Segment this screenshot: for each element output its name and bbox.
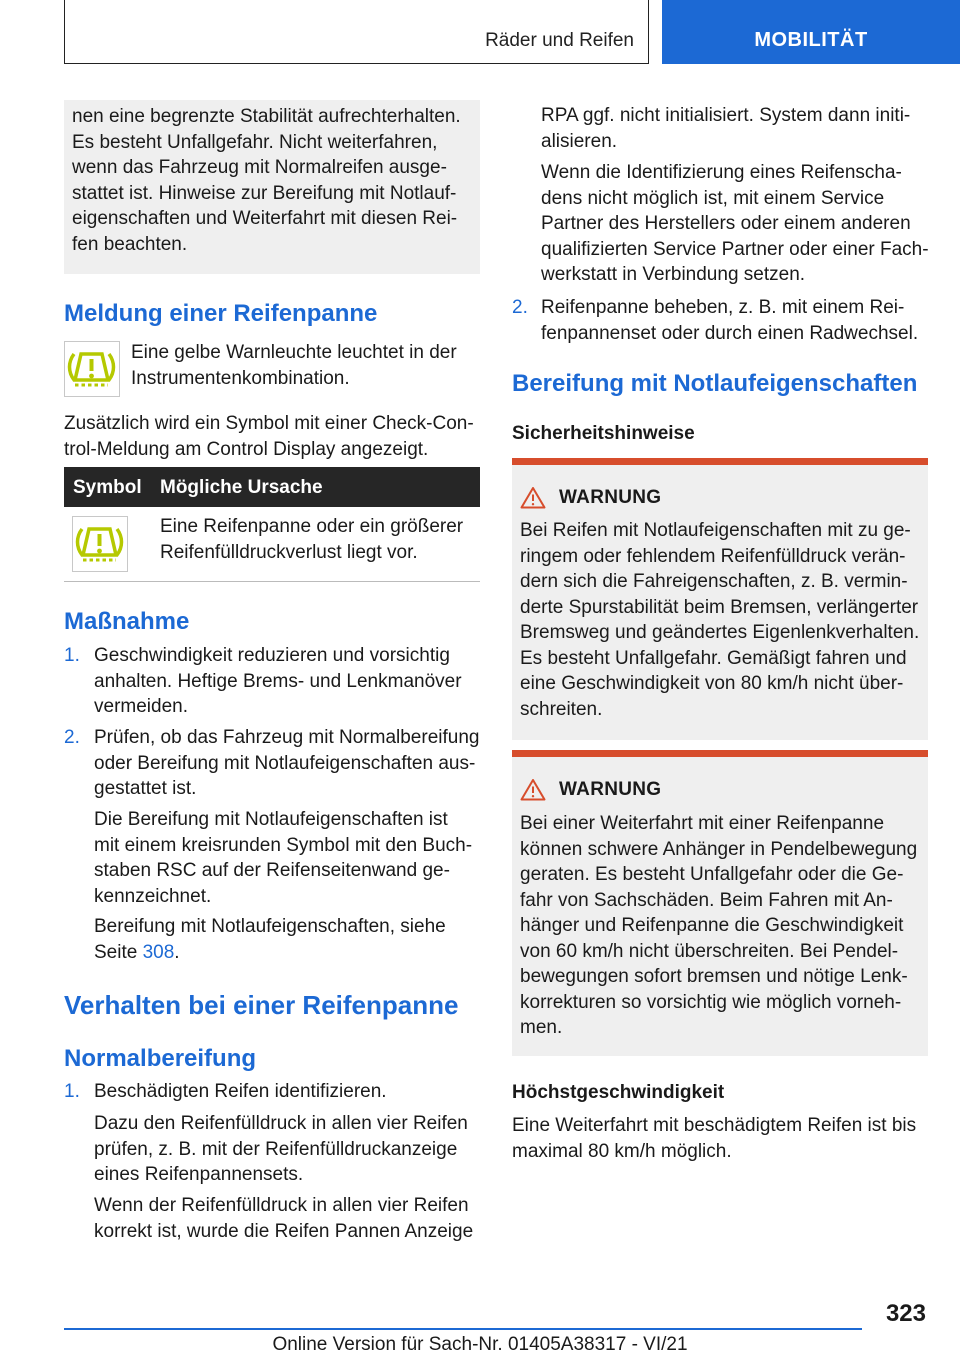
text-line: mit einem kreisrunden Symbol mit den Buch-: [94, 834, 473, 856]
text-line: vermeiden.: [94, 696, 188, 717]
step-number: 1.: [64, 1081, 80, 1102]
header-section-box: [64, 0, 649, 64]
text-line: Es besteht Unfallgefahr. Nicht weiterfahren,: [72, 131, 438, 153]
text-line: maximal 80 km/h möglich.: [512, 1140, 732, 1162]
warning-triangle-icon: [520, 486, 546, 509]
right-step-2: [541, 295, 918, 346]
intro-note-text: [72, 104, 477, 257]
table-header-symbol: Symbol: [73, 477, 142, 498]
text-line: nen eine begrenzte Stabilität aufrechterhalten.: [72, 106, 461, 127]
right-cont-para-1: [541, 103, 910, 154]
step-number: 1.: [64, 645, 80, 666]
massnahme-step-1: [94, 643, 462, 720]
text-line: korrekt ist, wurde die Reifen Pannen Anzeige: [94, 1220, 474, 1242]
text-line: hänger und Reifenpanne die Geschwindigkeit: [520, 915, 904, 936]
text-line: Partner des Herstellers oder einem anderen: [541, 213, 911, 234]
text-line: Eine gelbe Warnleuchte leuchtet in der: [131, 342, 457, 363]
footer-rule: [64, 1328, 862, 1330]
text-line: Prüfen, ob das Fahrzeug mit Normalbereifung: [94, 727, 480, 748]
tire-warning-icon-box: [64, 341, 120, 397]
text-line: schreiten.: [520, 698, 603, 720]
heading-sicherheitshinweise: Sicherheitshinweise: [512, 423, 695, 444]
text-line: anhalten. Heftige Brems- und Lenkmanöver: [94, 670, 462, 692]
massnahme-step-2: [94, 725, 479, 802]
meldung-text: [131, 340, 457, 391]
header-chapter-tab[interactable]: [662, 0, 960, 64]
massnahme-para-2: [94, 914, 446, 965]
text-line: gestattet ist.: [94, 778, 197, 799]
heading-massnahme: Maßnahme: [64, 608, 190, 635]
text-line: fen beachten.: [72, 233, 188, 255]
text-line: RPA ggf. nicht initialisiert. System dann initi-: [541, 105, 911, 126]
text-line: korrekturen so vorsichtig wie möglich vorneh-: [520, 991, 902, 1013]
table-row-cause: [160, 514, 463, 565]
step-number: 2.: [64, 727, 80, 748]
warning-title-2: WARNUNG: [559, 779, 662, 800]
text-line: eines Reifenpannensets.: [94, 1164, 304, 1185]
tire-pressure-warning-icon: [73, 517, 126, 570]
table-row-icon-box: [72, 516, 128, 572]
text-line: eigenschaften und Weiterfahrt mit diesen Rei-: [72, 208, 458, 229]
text-line: fahr von Sachschäden. Beim Fahren mit An-: [520, 889, 893, 911]
text-line: trol-Meldung am Control Display angezeigt.: [64, 438, 429, 460]
text-line: Wenn die Identifizierung eines Reifenscha-: [541, 162, 902, 183]
hoechst-text: [512, 1113, 916, 1164]
text-line: [94, 940, 446, 966]
text-line: Bei einer Weiterfahrt mit einer Reifenpanne: [520, 813, 885, 834]
header-chapter-title: MOBILITÄT: [754, 29, 868, 51]
text-fragment: .: [174, 941, 180, 963]
page-number: 323: [885, 1300, 926, 1327]
massnahme-para-1: [94, 807, 472, 909]
text-line: derte Spurstabilität beim Bremsen, verlängerter: [520, 596, 919, 618]
text-line: Bremsweg und geändertes Eigenlenkverhalten.: [520, 622, 920, 643]
text-line: alisieren.: [541, 130, 618, 152]
text-line: Eine Weiterfahrt mit beschädigtem Reifen ist bis: [512, 1115, 917, 1136]
text-line: bewegungen sofort bremsen und nötige Lenk-: [520, 966, 908, 987]
heading-verhalten: Verhalten bei einer Reifenpanne: [64, 990, 459, 1020]
text-line: Eine Reifenpanne oder ein größerer: [160, 516, 464, 537]
text-line: fenpannenset oder durch einen Radwechsel.: [541, 322, 919, 344]
step-number: 2.: [512, 297, 528, 318]
header-section-title: Räder und Reifen: [485, 30, 634, 51]
normal-step-1: Beschädigten Reifen identifizieren.: [94, 1081, 387, 1102]
text-line: stattet ist. Hinweise zur Bereifung mit Notlauf-: [72, 182, 457, 204]
table-header-cause: Mögliche Ursache: [160, 477, 323, 498]
text-line: dens nicht möglich ist, mit einem Service: [541, 187, 885, 209]
text-line: eine Geschwindigkeit von 80 km/h nicht über-: [520, 673, 904, 694]
text-line: wenn das Fahrzeug mit Normalreifen ausge-: [72, 157, 447, 178]
warning-title-1: WARNUNG: [559, 487, 662, 508]
text-line: Instrumentenkombination.: [131, 367, 350, 389]
text-line: staben RSC auf der Reifenseitenwand ge-: [94, 860, 450, 881]
text-line: geraten. Es besteht Unfallgefahr oder die Ge-: [520, 864, 904, 885]
text-line: Bei Reifen mit Notlaufeigenschaften mit zu ge-: [520, 520, 911, 541]
heading-bereifung-notlauf: Bereifung mit Notlaufeigenschaften: [512, 370, 918, 397]
text-line: men.: [520, 1017, 563, 1038]
text-line: Es besteht Unfallgefahr. Gemäßigt fahren und: [520, 647, 907, 669]
normal-para-2: [94, 1193, 473, 1244]
zusatz-text: [64, 411, 474, 462]
text-fragment: Seite: [94, 941, 143, 963]
heading-meldung: Meldung einer Reifenpanne: [64, 300, 378, 327]
text-line: Wenn der Reifenfülldruck in allen vier Reifen: [94, 1195, 469, 1216]
warning-triangle-icon: [520, 778, 546, 801]
table-header-row: [64, 467, 480, 507]
text-line: qualifizierten Service Partner oder einer Fach-: [541, 238, 929, 260]
text-line: Reifenfülldruckverlust liegt vor.: [160, 541, 418, 563]
text-line: Dazu den Reifenfülldruck in allen vier Reifen: [94, 1113, 468, 1134]
footer-text: Online Version für Sach-Nr. 01405A38317 - VI/21: [272, 1334, 688, 1355]
text-line: können schwere Anhänger in Pendelbewegung: [520, 838, 918, 860]
text-line: Die Bereifung mit Notlaufeigenschaften ist: [94, 809, 448, 830]
text-line: Zusätzlich wird ein Symbol mit einer Check-Con-: [64, 413, 474, 434]
warning-text-1: [520, 518, 919, 722]
text-line: oder Bereifung mit Notlaufeigenschaften aus-: [94, 752, 476, 774]
text-line: Bereifung mit Notlaufeigenschaften, siehe: [94, 916, 446, 937]
text-line: Geschwindigkeit reduzieren und vorsichtig: [94, 645, 450, 666]
page-reference-link[interactable]: 308: [142, 941, 175, 963]
heading-hoechstgeschwindigkeit: Höchstgeschwindigkeit: [512, 1082, 725, 1103]
text-line: werkstatt in Verbindung setzen.: [541, 264, 806, 285]
text-line: kennzeichnet.: [94, 885, 212, 907]
text-line: Reifenpanne beheben, z. B. mit einem Rei-: [541, 297, 905, 318]
table-bottom-rule: [64, 581, 480, 582]
heading-normalbereifung: Normalbereifung: [64, 1045, 257, 1072]
text-line: prüfen, z. B. mit der Reifenfülldruckanzeige: [94, 1138, 458, 1160]
text-line: dern sich die Fahreigenschaften, z. B. vermin-: [520, 571, 908, 592]
warning-text-2: [520, 811, 917, 1041]
text-line: von 60 km/h nicht überschreiten. Bei Pendel-: [520, 940, 899, 962]
right-cont-para-2: [541, 160, 929, 288]
tire-pressure-warning-icon: [65, 342, 118, 395]
normal-para-1: [94, 1111, 468, 1188]
text-line: ringem oder fehlendem Reifenfülldruck verän-: [520, 545, 906, 567]
